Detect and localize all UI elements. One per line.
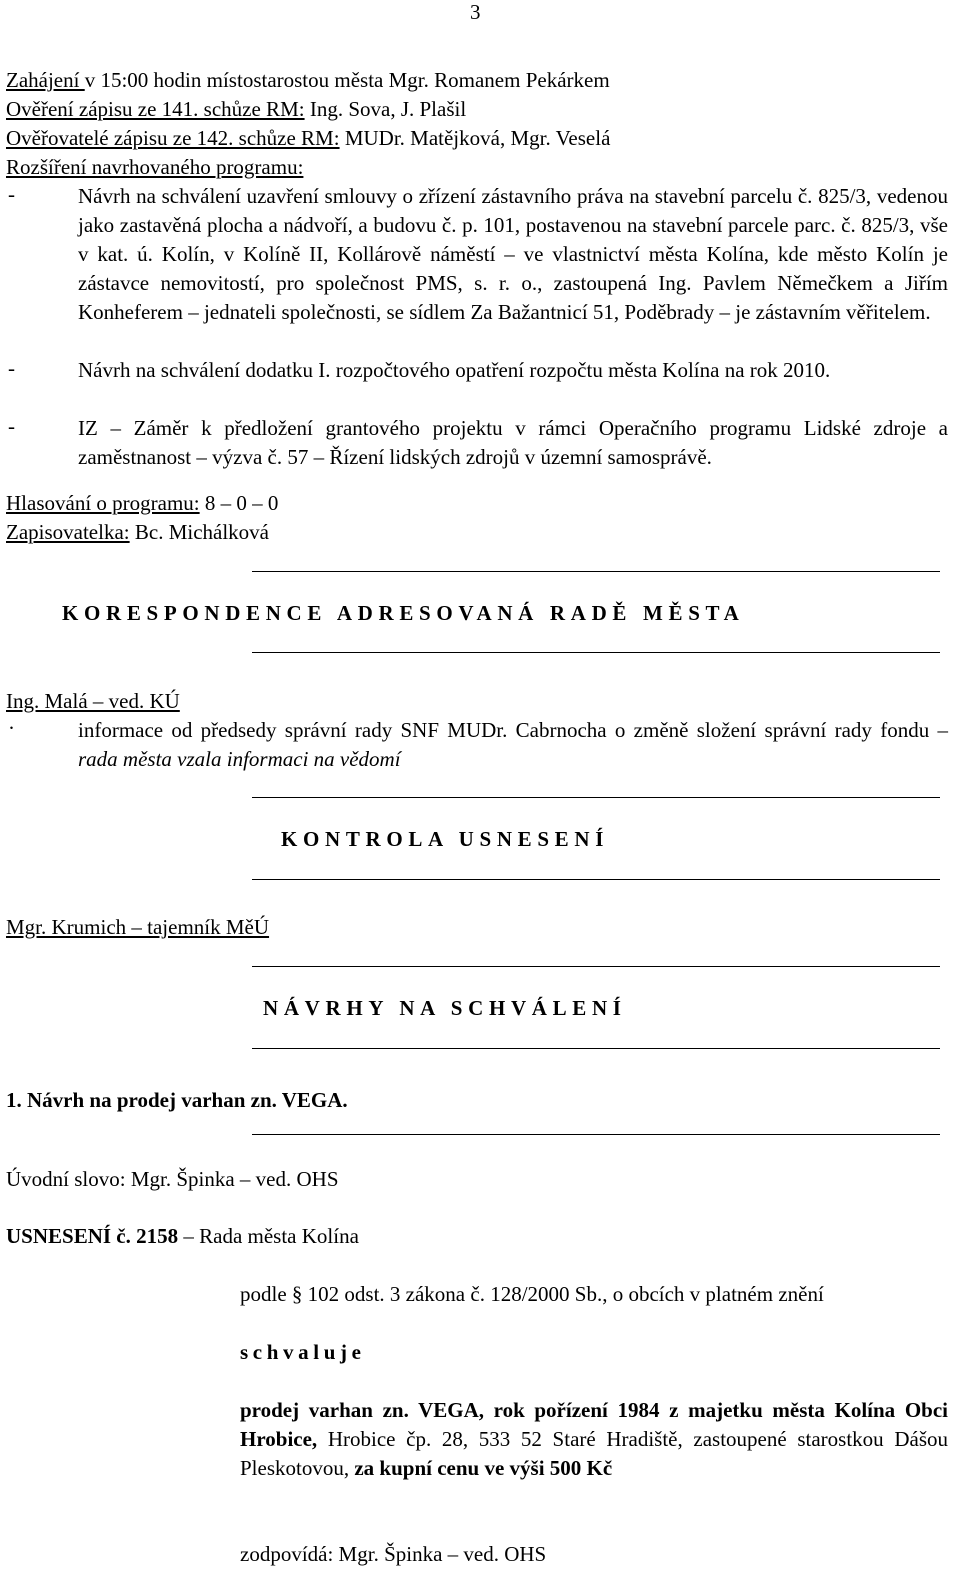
opening-rozsireni [6, 153, 303, 182]
zahajeni-text: v 15:00 hodin místostarostou města Mgr. Romanem Pekárkem [84, 68, 610, 92]
zapisovatelka-value: Bc. Michálková [129, 520, 270, 544]
program-item-1: Návrh na schválení uzavření smlouvy o zřízení zástavního práva na stavební parcelu č. 825/3, vedenou jako zastavěná plocha a nádvoří, a budovu č. p. 101, postavenou na stavební parcele parc. č. 825/3, vše v kat. ú. Kolín, v Kolíně II, Kollárově náměstí – ve vlastnictví města Kolína, kde město Kolín je zástavce nemovitostí, pro společnost PMS, s. r. o., zastoupená Ing. Pavlem Němečkem a Jiřím Konheferem – jednateli společnosti, se sídlem Za Bažantnicí 51, Poděbrady – je zástavním věřitelem. [78, 184, 948, 324]
korespondence-text [78, 716, 948, 774]
page-number: 3 [470, 0, 481, 24]
divider-5 [252, 966, 940, 967]
overovatele-text: MUDr. Matějková, Mgr. Veselá [339, 126, 611, 150]
opening-zahajeni [6, 66, 610, 95]
korespondence-bullet: · [8, 716, 15, 740]
rozsireni-label: Rozšíření navrhovaného programu: [6, 155, 304, 179]
program-dash-2: - [8, 356, 15, 380]
hlasovani-line [6, 489, 278, 518]
program-item-2: Návrh na schválení dodatku I. rozpočtového opatření rozpočtu města Kolína na rok 2010. [78, 358, 831, 382]
opening-overovatele [6, 124, 610, 153]
divider-6 [252, 1048, 940, 1049]
divider-2 [252, 652, 940, 653]
divider-4 [252, 879, 940, 880]
hlasovani-value: 8 – 0 – 0 [199, 491, 279, 515]
podle-line: podle § 102 odst. 3 zákona č. 128/2000 Sb., o obcích v platném znění [240, 1282, 824, 1306]
decision-text [240, 1396, 948, 1483]
korespondence-text-plain: informace od předsedy správní rady SNF MUDr. Cabrnocha o změně složení správní rady fondu – [78, 718, 948, 742]
proposal-intro: Úvodní slovo: Mgr. Špinka – ved. OHS [6, 1167, 339, 1191]
proposal-title: 1. Návrh na prodej varhan zn. VEGA. [6, 1088, 348, 1112]
overeni-label: Ověření zápisu ze 141. schůze RM: [6, 97, 305, 121]
usneseni-rest: – Rada města Kolína [178, 1224, 359, 1248]
divider-3 [252, 797, 940, 798]
program-dash-3: - [8, 414, 15, 438]
divider-1 [252, 571, 940, 572]
section-kontrola: KONTROLA USNESENÍ [281, 827, 610, 851]
program-item-3: IZ – Záměr k předložení grantového projektu v rámci Operačního programu Lidské zdroje a zaměstnanost – výzva č. 57 – Řízení lidských zdrojů v územní samosprávě. [78, 416, 948, 469]
kontrola-speaker: Mgr. Krumich – tajemník MěÚ [6, 915, 270, 939]
zapisovatelka-line [6, 518, 269, 547]
schvaluje: schvaluje [240, 1340, 366, 1364]
usneseni-number: USNESENÍ č. 2158 [6, 1224, 179, 1248]
section-navrhy: NÁVRHY NA SCHVÁLENÍ [263, 996, 627, 1020]
overeni-text: Ing. Sova, J. Plašil [304, 97, 467, 121]
hlasovani-label: Hlasování o programu: [6, 491, 200, 515]
section-korespondence: KORESPONDENCE ADRESOVANÁ RADĚ MĚSTA [62, 601, 745, 625]
program-dash-1: - [8, 182, 15, 206]
korespondence-text-italic: rada města vzala informaci na vědomí [78, 747, 401, 771]
decision-bold-1: prodej varhan zn. VEGA, rok pořízení 1984 z majetku města Kolína Obci Hrobice, [240, 1398, 948, 1451]
decision-bold-2: za kupní cenu ve výši 500 Kč [354, 1456, 613, 1480]
usneseni-line [6, 1222, 359, 1251]
korespondence-speaker: Ing. Malá – ved. KÚ [6, 689, 180, 713]
zahajeni-label: Zahájení [6, 68, 85, 92]
opening-overeni [6, 95, 466, 124]
divider-7 [252, 1134, 940, 1135]
zapisovatelka-label: Zapisovatelka: [6, 520, 130, 544]
zodpovida-line: zodpovídá: Mgr. Špinka – ved. OHS [240, 1542, 547, 1566]
decision-plain: Hrobice čp. 28, 533 52 Staré Hradiště, zastoupené starostkou Dášou Pleskotovou, [240, 1427, 948, 1480]
overovatele-label: Ověřovatelé zápisu ze 142. schůze RM: [6, 126, 340, 150]
